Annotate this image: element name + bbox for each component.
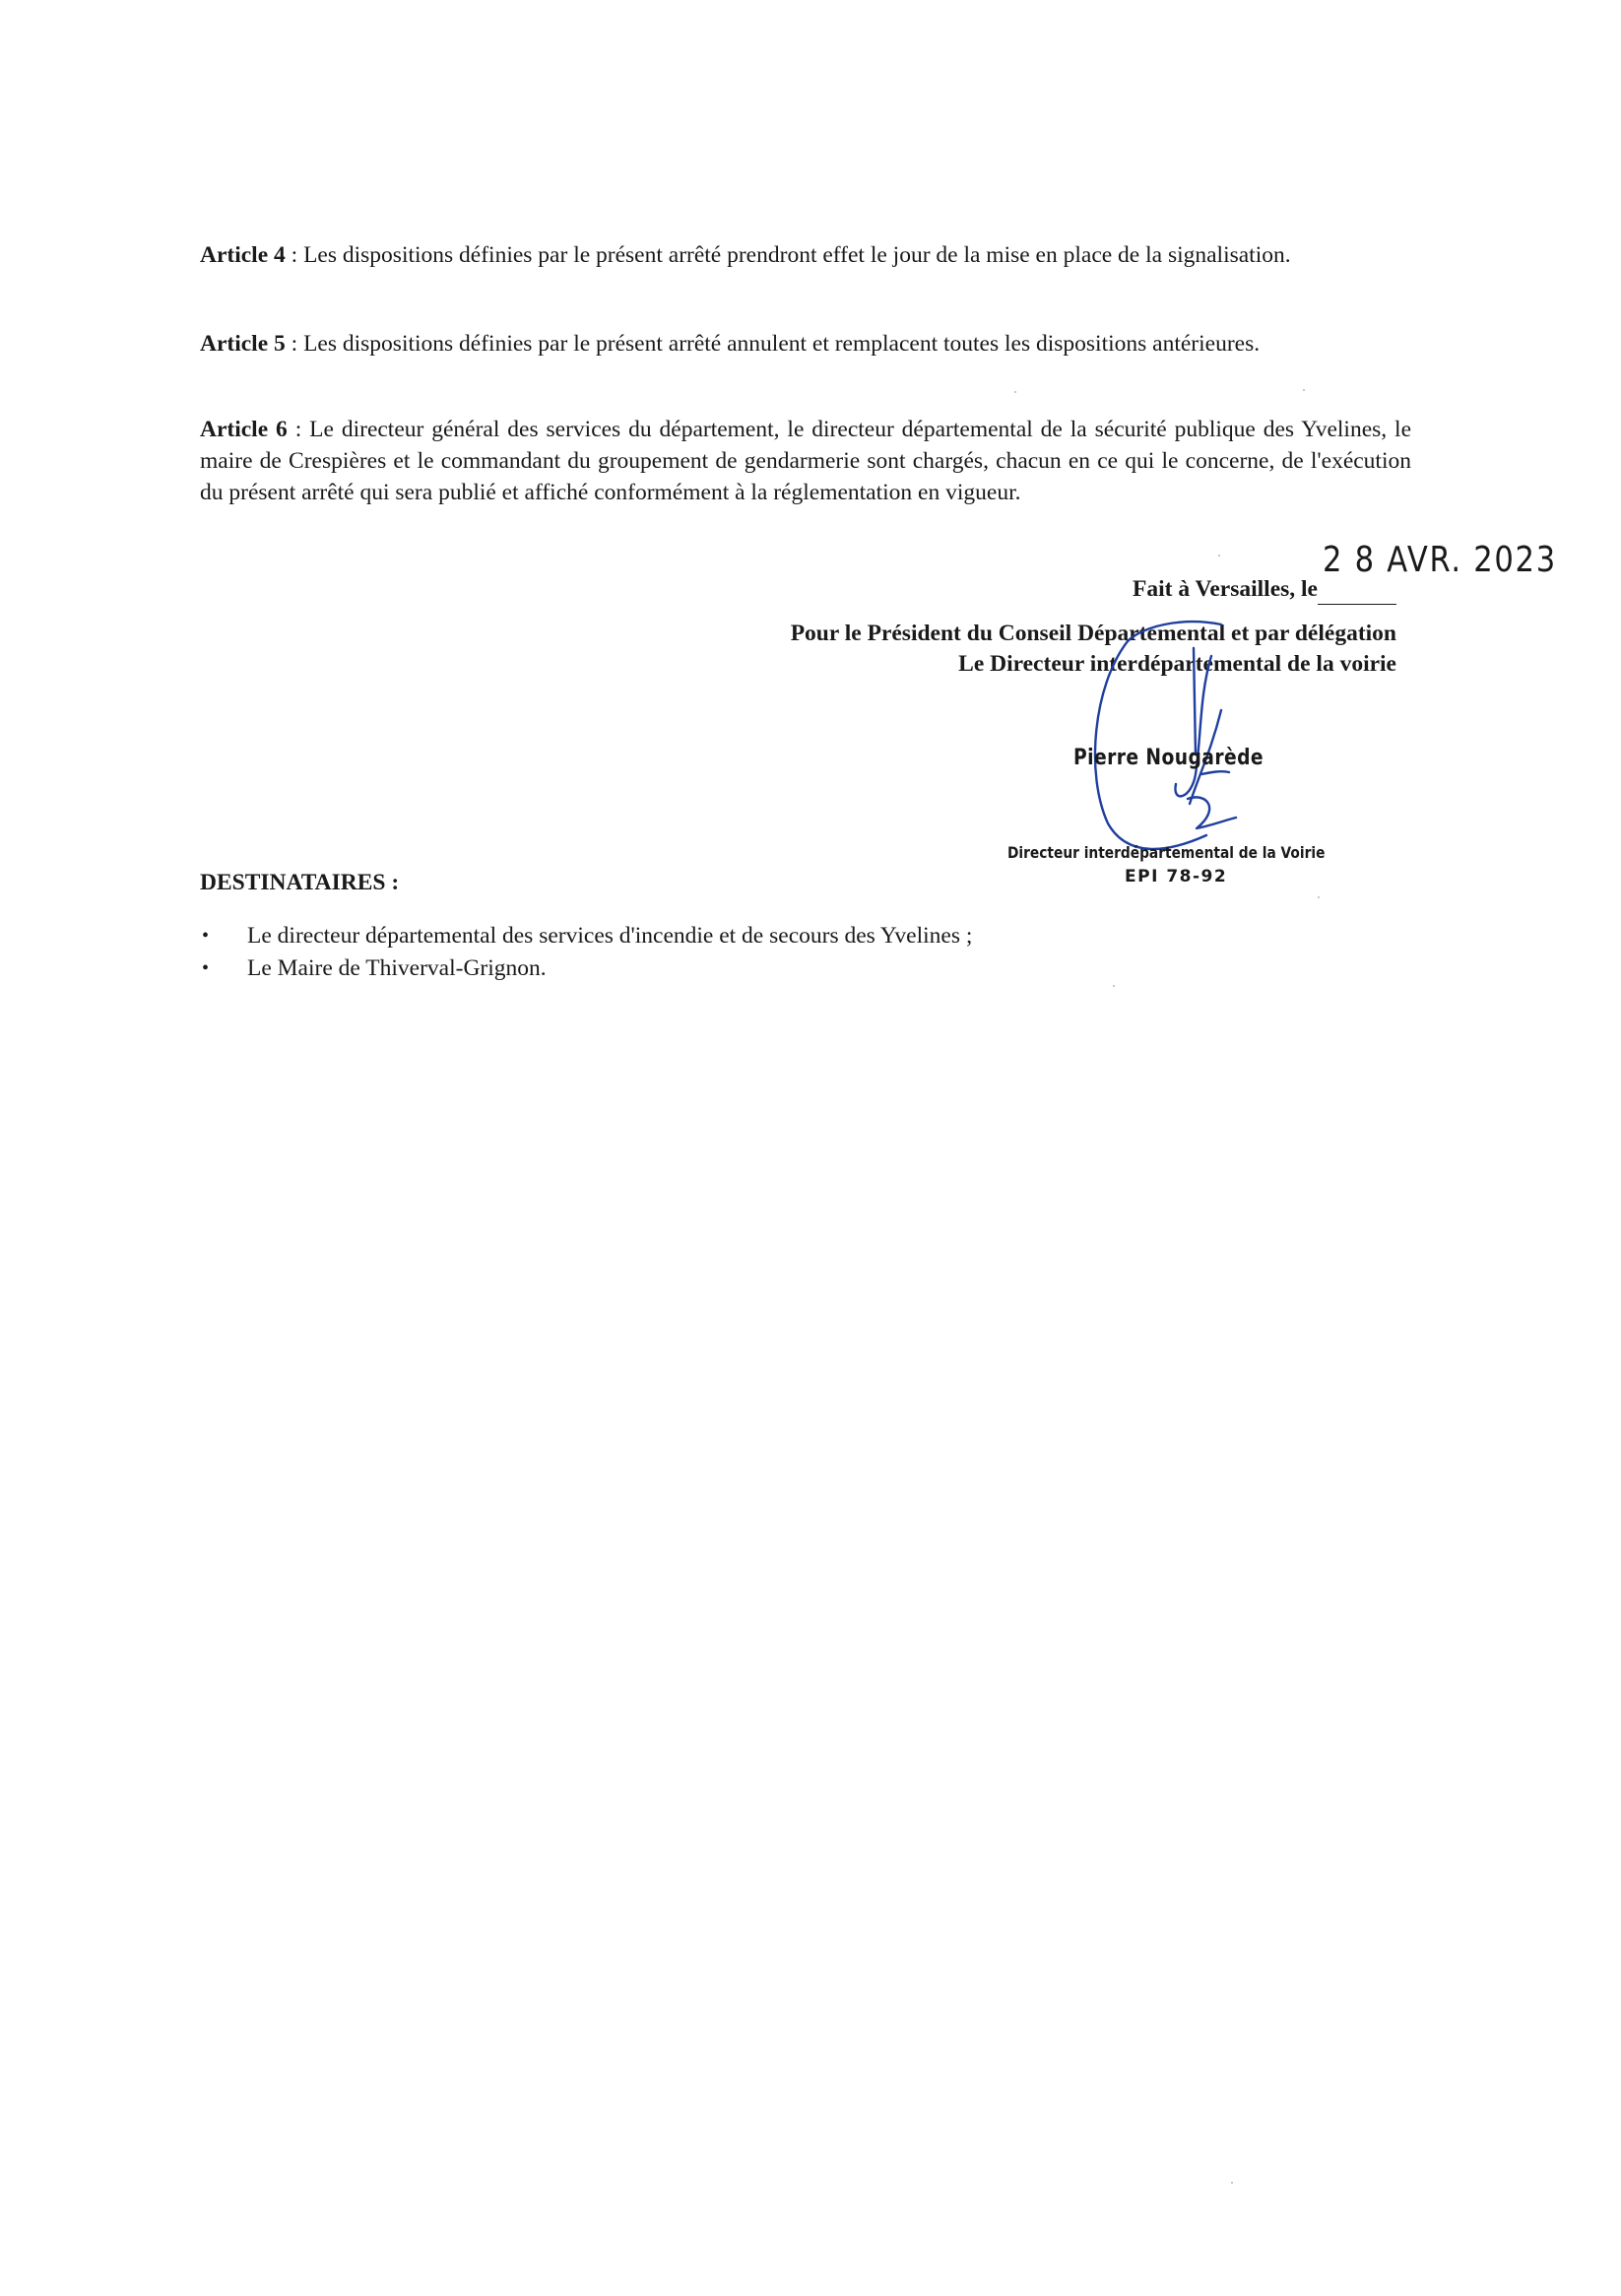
article-6-text: Le directeur général des services du département, le directeur départemental de la sécurité publique des Yvelines, le maire de Crespières et le commandant du groupement de gendarmerie sont chargés, chacun en ce qui le concerne, de l'exécution du présent arrêté qui sera publié et affiché conformément à la réglementation en vigueur.: [200, 417, 1412, 505]
article-4: [200, 239, 1411, 271]
article-4-text: Les dispositions définies par le présent arrêté prendront effet le jour de la mise en place de la signalisation.: [303, 242, 1291, 268]
signature-strokes: [1095, 622, 1236, 849]
scan-speck: [1218, 555, 1220, 557]
article-5-text: Les dispositions définies par le présent arrêté annulent et remplacent toutes les dispositions antérieures.: [303, 331, 1261, 357]
article-4-label: Article 4: [200, 242, 286, 268]
scan-speck: [1231, 2182, 1233, 2184]
stamp-signer-title: Directeur interdépartemental de la Voirie: [1007, 843, 1326, 862]
article-4-separator: :: [285, 242, 304, 268]
article-5-separator: :: [285, 331, 304, 357]
article-6: [200, 414, 1411, 508]
scan-speck: [1318, 896, 1320, 898]
date-stamp: 2 8 AVR. 2023: [1323, 540, 1557, 580]
handwritten-signature: [1073, 607, 1261, 873]
scan-speck: [1014, 391, 1016, 393]
article-5-label: Article 5: [200, 331, 286, 357]
article-5: [200, 328, 1411, 360]
bullet-icon: •: [202, 957, 210, 979]
recipients-heading: DESTINATAIRES :: [200, 870, 400, 895]
recipient-text: Le Maire de Thiverval-Grignon.: [247, 955, 547, 981]
article-6-label: Article 6: [200, 417, 288, 442]
place-prefix: Fait à Versailles, le: [1133, 576, 1318, 602]
recipients-list: [200, 920, 972, 985]
delegation-line: Pour le Président du Conseil Départemental et par délégation: [790, 621, 1396, 646]
stamp-signer-code: EPI 78-92: [1125, 867, 1228, 886]
place-and-date: [1133, 540, 1557, 605]
list-item: [200, 920, 972, 952]
bullet-icon: •: [202, 925, 210, 947]
recipient-text: Le directeur départemental des services d'incendie et de secours des Yvelines ;: [247, 923, 973, 949]
scan-speck: [1303, 389, 1305, 391]
stamp-signer-name: Pierre Nougarède: [1073, 746, 1264, 770]
signatory-role: Le Directeur interdépartemental de la voirie: [958, 651, 1396, 677]
scan-speck: [1113, 985, 1115, 987]
list-item: [200, 952, 972, 985]
date-line: [1318, 582, 1396, 605]
article-6-separator: :: [287, 417, 310, 442]
